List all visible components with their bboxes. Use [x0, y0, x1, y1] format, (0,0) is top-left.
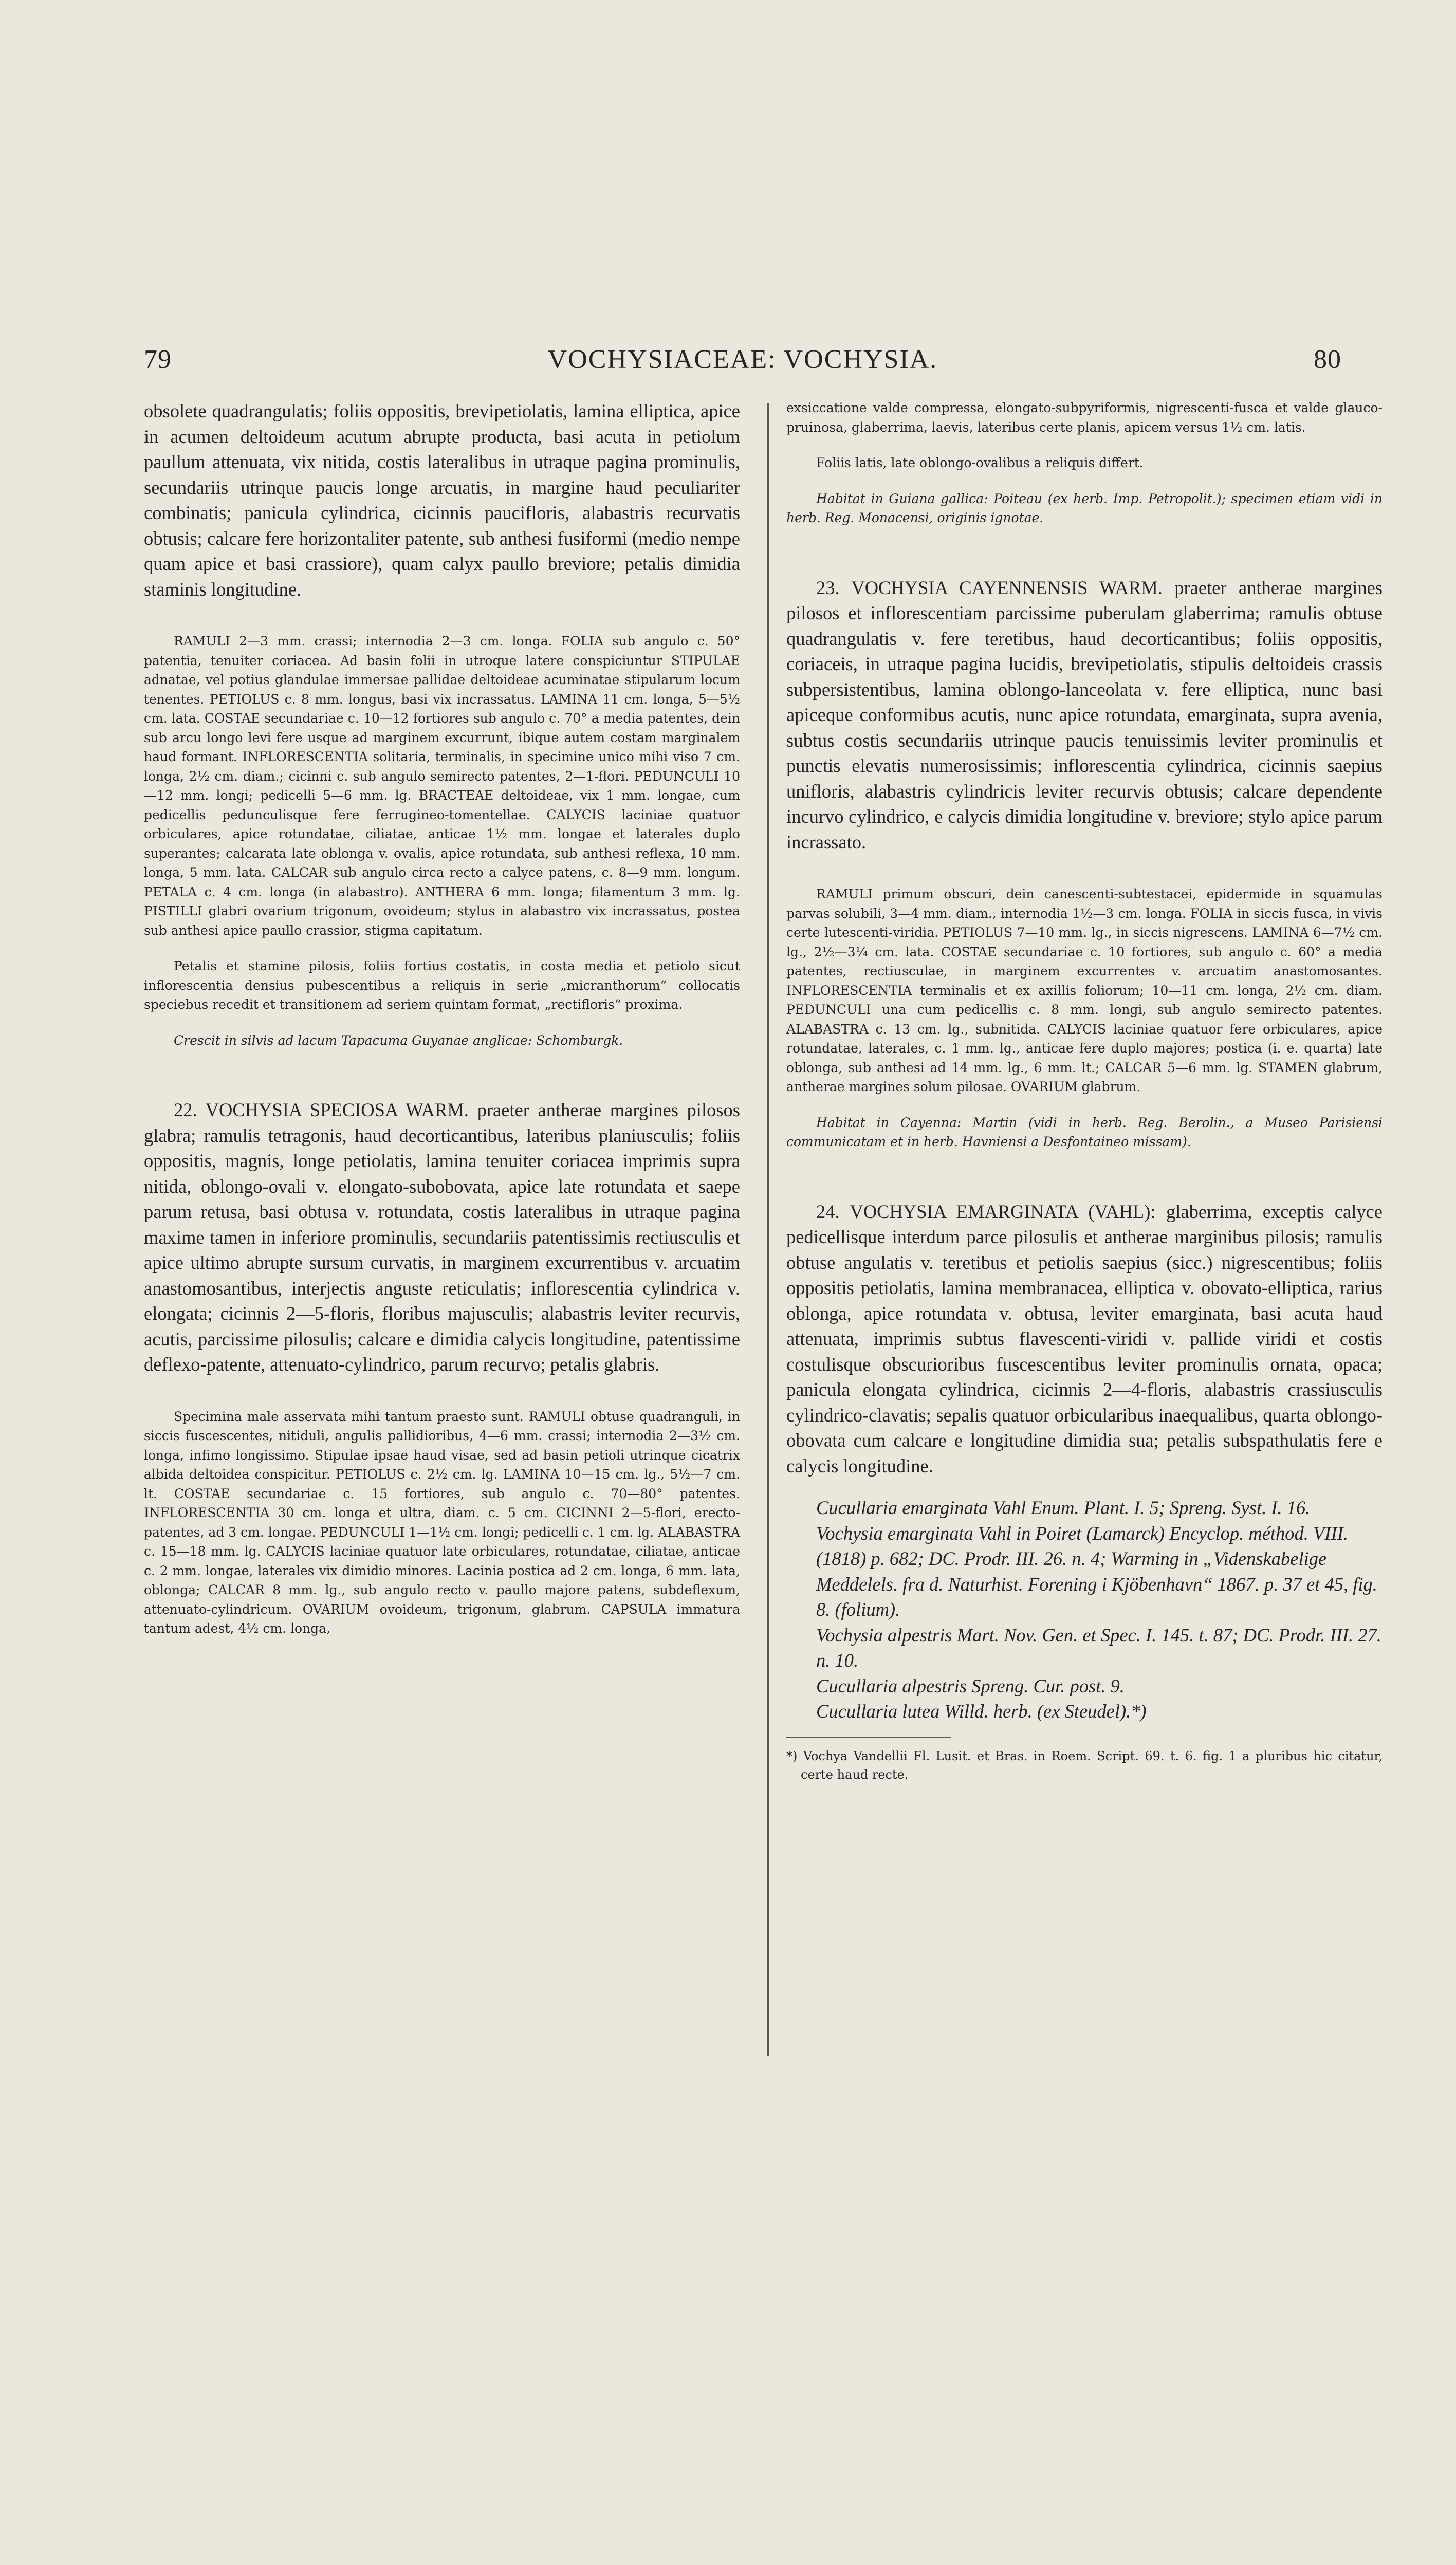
right-column: [786, 398, 1383, 1784]
page-number-left: 79: [144, 345, 172, 374]
synonym-reference: Cucullaria lutea Willd. herb. (ex Steudel).*): [816, 1701, 1147, 1722]
synonym-reference: Vochysia emarginata Vahl in Poiret (Lamarck) Encyclop. méthod. VIII. (1818) p. 682; DC. Prodr. III. 26. n. 4; Warming in „Videnskabelige Meddelels. fra d. Naturhist. Forening i Kjöbenhavn“ 1867. p. 37 et 45, fig. 8. (folium).: [816, 1522, 1377, 1620]
species-22-description-end: exsiccatione valde compressa, elongato-subpyriformis, nigrescenti-fusca et valde glauco-pruinosa, glaberrima, laevis, lateribus certe planis, apicem versus 1½ cm. latis.: [786, 400, 1383, 435]
running-title: VOCHYSIACEAE: VOCHYSIA.: [547, 345, 938, 374]
species-22-description: Specimina male asservata mihi tantum praesto sunt. RAMULI obtuse quadranguli, in siccis fuscescentes, nitiduli, angulis pallidioribus, 4—6 mm. crassi; internodia 2—3½ cm. longa, infimo longissimo. Stipulae ipsae haud visae, sed ad basin petioli utrinque cicatrix albida deltoidea conspicitur. PETIOLUS c. 2½ cm. lg. LAMINA 10—15 cm. lg., 5½—7 cm. lt. COSTAE secundariae c. 15 fortiores, sub angulo c. 70—80° patentes. INFLORESCENTIA 30 cm. longa et ultra, diam. c. 5 cm. CICINNI 2—5-flori, erecto-patentes, ad 3 cm. longae. PEDUNCULI 1—1½ cm. longi; pedicelli c. 1 cm. lg. ALABASTRA c. 15—18 mm. lg. CALYCIS laciniae quatuor late orbiculares, rotundatae, ciliatae, anticae c. 2 mm. longae, laterales vix dimidio minores. Lacinia postica ad 2 cm. longa, 6 mm. lata, oblonga; CALCAR 8 mm. lg., sub angulo recto v. paullo majore patens, subdeflexum, attenuato-cylindricum. OVARIUM ovoideum, trigonum, glabrum. CAPSULA immatura tantum adest, 4½ cm. longa,: [144, 1409, 740, 1636]
page-header: [144, 344, 1341, 391]
species-21-remarks: Petalis et stamine pilosis, foliis fortius costatis, in costa media et petiolo sicut inflorescentia densius pubescentibus a reliquis in serie „micranthorum“ collocatis speciebus recedit et transitionem ad seriem quintam format, „rectifloris“ proxima.: [144, 958, 740, 1012]
synonym-reference: Vochysia alpestris Mart. Nov. Gen. et Spec. I. 145. t. 87; DC. Prodr. III. 27. n. 10.: [816, 1624, 1381, 1671]
species-22-habitat: Habitat in Guiana gallica: Poiteau (ex herb. Imp. Petropolit.); specimen etiam vidi in herb. Reg. Monacensi, originis ignotae.: [786, 491, 1383, 525]
page-number-right: 80: [1314, 345, 1341, 374]
left-column: [144, 398, 740, 1638]
footnote: *) Vochya Vandellii Fl. Lusit. et Bras. in Roem. Script. 69. t. 6. fig. 1 a pluribus hic citatur, certe haud recte.: [786, 1748, 1383, 1782]
species-23-diagnosis: 23. VOCHYSIA CAYENNENSIS WARM. praeter antherae margines pilosos et inflorescentiam parcissime puberulam glaberrima; ramulis obtuse quadrangulatis v. fere teretibus, haud decorticantibus; foliis oppositis, coriaceis, in utraque pagina lucidis, brevipetiolatis, stipulis deltoideis crassis subpersistentibus, lamina oblongo-lanceolata v. fere elliptica, nunc basi apiceque conformibus acutis, nunc apice rotundata, emarginata, supra avenia, subtus costis secundariis utrinque paucis tenuissimis leviter prominulis et punctis elevatis numerosissimis; inflorescentia cylindrica, cicinnis saepius unifloris, alabastris cylindricis leviter recurvis obtusis; calcare dependente incurvo cylindrico, e calycis dimidia longitudine v. breviore; stylo apice parum incrassato.: [786, 577, 1383, 853]
species-21-habitat: Crescit in silvis ad lacum Tapacuma Guyanae anglicae: Schomburgk.: [174, 1032, 623, 1048]
species-23-habitat: Habitat in Cayenna: Martin (vidi in herb. Reg. Berolin., a Museo Parisiensi communicatam et in herb. Havniensi a Desfontaineo missam).: [786, 1115, 1383, 1149]
synonym-reference: Cucullaria emarginata Vahl Enum. Plant. I. 5; Spreng. Syst. I. 16.: [816, 1497, 1311, 1518]
column-divider: [767, 403, 769, 2056]
synonym-reference: Cucullaria alpestris Spreng. Cur. post. 9.: [816, 1675, 1125, 1696]
species-21-diagnosis-end: obsolete quadrangulatis; foliis oppositis, brevipetiolatis, lamina elliptica, apice in acumen deltoideum acutum abrupte producta, basi acuta in petiolum paullum attenuata, vix nitida, costis lateralibus in utraque pagina prominulis, secundariis utrinque paucis longe arcuatis, in margine haud peculiariter combinatis; panicula cylindrica, cicinnis paucifloris, alabastris recurvatis obtusis; calcare fere horizontaliter patente, sub anthesi fusiformi (medio nempe quam apice et basi crassiore), quam calyx paullo breviore; petalis dimidia staminis longitudine.: [144, 400, 740, 600]
species-24-diagnosis: 24. VOCHYSIA EMARGINATA (VAHL): glaberrima, exceptis calyce pedicellisque interdum parce pilosulis et antherae marginibus pilosis; ramulis obtuse angulatis v. teretibus et petiolis saepius (sicc.) nigrescentibus; foliis oppositis petiolatis, lamina membranacea, elliptica v. obovato-elliptica, rarius oblonga, apice rotundata v. obtusa, leviter emarginata, basi acuta haud attenuata, imprimis subtus flavescenti-viridi v. pallide viridi et costis costulisque obscurioribus fuscescentibus leviter prominulis ornata, opaca; panicula elongata cylindrica, cicinnis 2—4-floris, alabastris crassiusculis cylindrico-clavatis; sepalis quatuor orbicularibus inaequalibus, quarta oblongo-obovata cum calcare e longitudine dimidia sua; petalis subspathulatis fere e calycis longitudine.: [786, 1201, 1383, 1477]
species-21-description: RAMULI 2—3 mm. crassi; internodia 2—3 cm. longa. FOLIA sub angulo c. 50° patentia, tenuiter coriacea. Ad basin folii in utroque latere conspiciuntur STIPULAE adnatae, vel potius glandulae immersae pallidae deltoideae acuminatae stipularum locum tenentes. PETIOLUS c. 8 mm. longus, basi vix incrassatus. LAMINA 11 cm. longa, 5—5½ cm. lata. COSTAE secundariae c. 10—12 fortiores sub angulo c. 70° a media patentes, dein sub arcu longo levi fere usque ad marginem excurrunt, ibique autem costam marginalem haud formant. INFLORESCENTIA solitaria, terminalis, in specimine unico mihi viso 7 cm. longa, 2½ cm. diam.; cicinni c. sub angulo semirecto patentes, 2—1-flori. PEDUNCULI 10—12 mm. longi; pedicelli 5—6 mm. lg. BRACTEAE deltoideae, vix 1 mm. longae, cum pedicellis pedunculisque fere ferrugineo-tomentellae. CALYCIS laciniae quatuor orbiculares, apice rotundatae, ciliatae, anticae 1½ mm. longae et laterales duplo superantes; calcarata late oblonga v. ovalis, apice rotundata, sub anthesi reflexa, 10 mm. longa, 5 mm. lata. CALCAR sub angulo circa recto a calyce patens, c. 8—9 mm. longum. PETALA c. 4 cm. longa (in alabastro). ANTHERA 6 mm. longa; filamentum 3 mm. lg. PISTILLI glabri ovarium trigonum, ovoideum; stylus in alabastro vix incrassatus, postea sub anthesi apice paullo crassior, stigma capitatum.: [144, 634, 740, 938]
species-22-remarks: Foliis latis, late oblongo-ovalibus a reliquis differt.: [816, 455, 1144, 470]
species-22-diagnosis: 22. VOCHYSIA SPECIOSA WARM. praeter antherae margines pilosos glabra; ramulis tetragonis, haud decorticantibus, lateribus planiusculis; foliis oppositis, magnis, longe petiolatis, lamina tenuiter coriacea imprimis supra nitida, oblongo-ovali v. elongato-subobovata, apice late rotundata et saepe parum retusa, basi obtusa v. rotundata, costis lateralibus in utraque pagina maxime tamen in inferiore prominulis, secundariis patentissimis rectiusculis et apice ultimo abrupte sursum curvatis, in marginem excurrentibus v. arcuatim anastomosantibus, interjectis anguste reticulatis; inflorescentia cylindrica v. elongata; cicinnis 2—5-floris, floribus majusculis; alabastris leviter recurvis, acutis, parcissime pilosulis; calcare e dimidia calycis longitudine, patentissime deflexo-patente, attenuato-cylindrico, parum recurvo; petalis glabris.: [144, 1099, 740, 1375]
species-23-description: RAMULI primum obscuri, dein canescenti-subtestacei, epidermide in squamulas parvas solubili, 3—4 mm. diam., internodia 1½—3 cm. longa. FOLIA in siccis fusca, in vivis certe lutescenti-viridia. PETIOLUS 7—10 mm. lg., in siccis nigrescens. LAMINA 6—7½ cm. lg., 2½—3¼ cm. lata. COSTAE secundariae c. 10 fortiores, sub angulo c. 60° a media patentes, rectiusculae, in marginem excurrentes v. arcuatim anastomosantes. INFLORESCENTIA terminalis et ex axillis foliorum; 10—11 cm. longa, 2½ cm. diam. PEDUNCULI una cum pedicellis c. 8 mm. longi, sub angulo semirecto patentes. ALABASTRA c. 13 cm. lg., subnitida. CALYCIS laciniae quatuor fere orbiculares, apice rotundatae, laterales, c. 1 mm. lg., anticae fere duplo majores; postica (i. e. quarta) late oblonga, sub anthesi ad 14 mm. lg., 6 mm. lt.; CALCAR 5—6 mm. lg. STAMEN glabrum, antherae margines solum pilosae. OVARIUM glabrum.: [786, 887, 1383, 1094]
footnote-rule: [786, 1737, 951, 1738]
